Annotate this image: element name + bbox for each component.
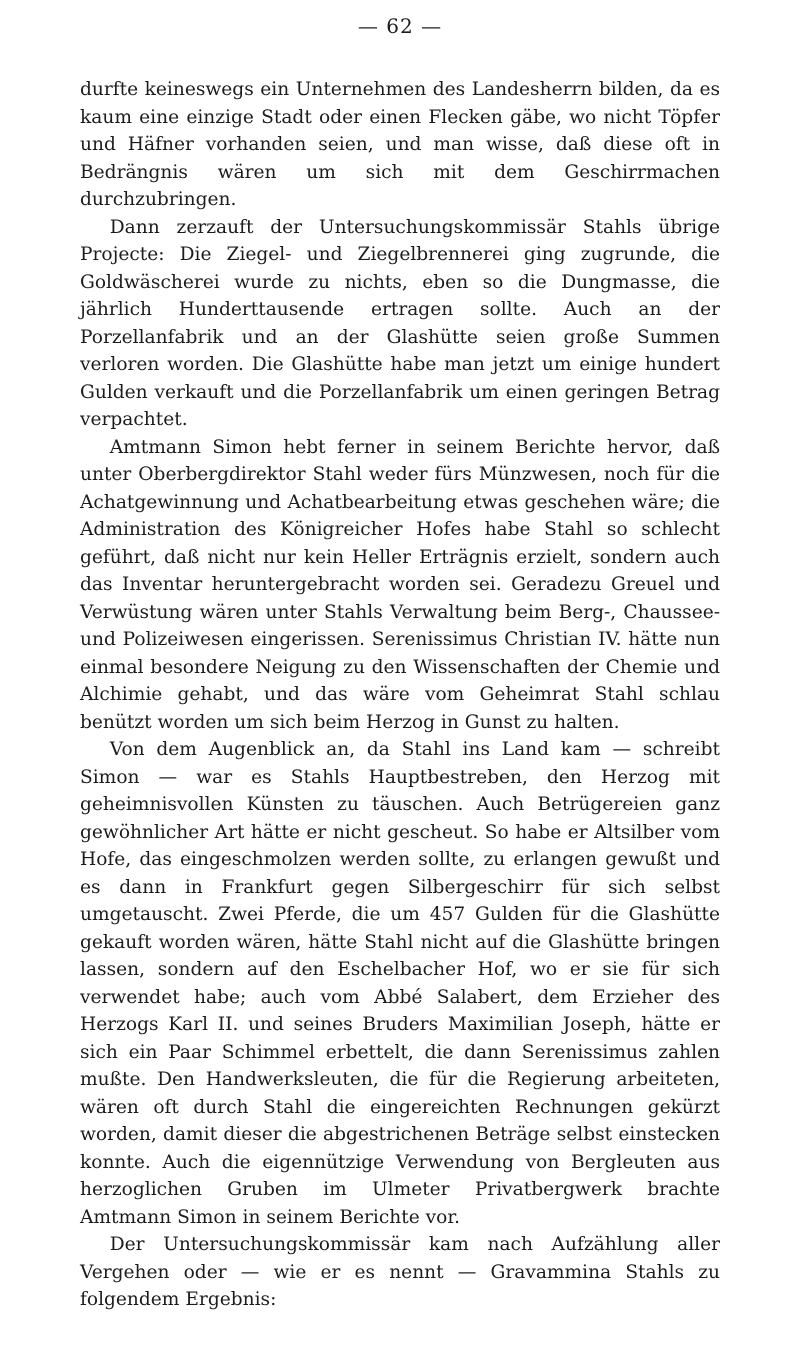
paragraph: Der Untersuchungskommissär kam nach Aufzählung aller Vergehen oder — wie er es nennt — Gravammina Stahls zu folgendem Ergebnis: [80, 1234, 720, 1310]
body-text [80, 76, 720, 1314]
paragraph: Amtmann Simon hebt ferner in seinem Berichte hervor, daß unter Oberbergdirektor Stahl weder fürs Münzwesen, noch für die Achatgewinnung und Achatbearbeitung etwas geschehen wäre; die Administration des Königreicher Hofes habe Stahl so schlecht geführt, daß nicht nur kein Heller Erträgnis erzielt, sondern auch das Inventar heruntergebracht worden sei. Geradezu Greuel und Verwüstung wären unter Stahls Verwaltung beim Berg-, Chaussee- und Polizeiwesen eingerissen. Serenissimus Christian IV. hätte nun einmal besondere Neigung zu den Wissenschaften der Chemie und Alchimie gehabt, und das wäre vom Geheimrat Stahl schlau benützt worden um sich beim Herzog in Gunst zu halten. [80, 436, 720, 733]
page-number: — 62 — [357, 14, 443, 38]
paragraph-continuation: durfte keineswegs ein Unternehmen des Landesherrn bilden, da es kaum eine einzige Stadt oder einen Flecken gäbe, wo nicht Töpfer und Häfner vorhanden seien, und man wisse, daß diese oft in Bedrängnis wären um sich mit dem Geschirrmachen durchzubringen. [80, 79, 720, 210]
paragraph: Von dem Augenblick an, da Stahl ins Land kam — schreibt Simon — war es Stahls Hauptbestreben, den Herzog mit geheimnisvollen Künsten zu täuschen. Auch Betrügereien ganz gewöhnlicher Art hätte er nicht gescheut. So habe er Altsilber vom Hofe, das eingeschmolzen werden sollte, zu erlangen gewußt und es dann in Frankfurt gegen Silbergeschirr für sich selbst umgetauscht. Zwei Pferde, die um 457 Gulden für die Glashütte gekauft worden wären, hätte Stahl nicht auf die Glashütte bringen lassen, sondern auf den Eschelbacher Hof, wo er sie für sich verwendet habe; auch vom Abbé Salabert, dem Erzieher des Herzogs Karl II. und seines Bruders Maximilian Joseph, hätte er sich ein Paar Schimmel erbettelt, die dann Serenissimus zahlen mußte. Den Handwerksleuten, die für die Regierung arbeiteten, wären oft durch Stahl die eingereichten Rechnungen gekürzt worden, damit dieser die abgestrichenen Beträge selbst einstecken konnte. Auch die eigennützige Verwendung von Bergleuten aus herzoglichen Gruben im Ulmeter Privatbergwerk brachte Amtmann Simon in seinem Berichte vor. [80, 739, 720, 1228]
paragraph: Dann zerzauft der Untersuchungskommissär Stahls übrige Projecte: Die Ziegel- und Ziegelbrennerei ging zugrunde, die Goldwäscherei wurde zu nichts, eben so die Dungmasse, die jährlich Hunderttausende ertragen sollte. Auch an der Porzellanfabrik und an der Glashütte seien große Summen verloren worden. Die Glashütte habe man jetzt um einige hundert Gulden verkauft und die Porzellanfabrik um einen geringen Betrag verpachtet. [80, 216, 720, 430]
